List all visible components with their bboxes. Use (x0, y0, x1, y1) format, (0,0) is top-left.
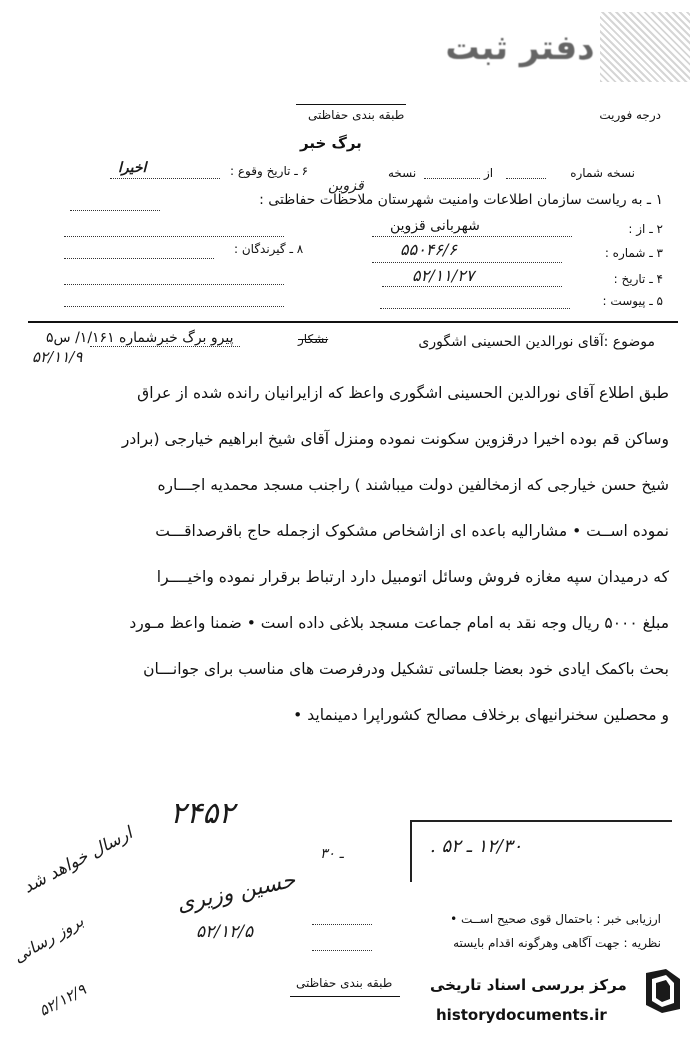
classification-top: طبقه بندی حفاظتی (308, 108, 405, 122)
recipients-label: ۸ ـ گیرندگان : (234, 242, 304, 256)
watermark-url: historydocuments.ir (436, 1006, 607, 1024)
left-blank-dots-2 (64, 284, 284, 285)
number-label: ۳ ـ شماره : (604, 246, 663, 260)
handwritten-number: ۲۴۵۲ (170, 796, 235, 831)
from-field-dots (372, 236, 572, 237)
body-line-2: وساکن قم بوده اخیرا درقزوین سکونت نموده ومنزل آقای شیخ ابراهیم خیارجی (برادر (121, 430, 669, 448)
copy-label: نسخه (388, 166, 417, 180)
classification-bottom: طبقه بندی حفاظتی (296, 976, 393, 990)
body-line-6: مبلغ ۵۰۰۰ ریال وجه نقد به امام جماعت مسجد بلاغی داده است • ضمنا واعظ مـورد (129, 614, 669, 632)
assessment-opinion: نظریه : جهت آگاهی وهرگونه اقدام بایسته (453, 936, 661, 950)
margin-note-1: ارسال خواهد شد (20, 823, 136, 898)
body-line-3: شیخ حسن خیارجی که ازمخالفین دولت میباشند ) راجنب مسجد محمدیه اجـــاره (157, 476, 669, 494)
date-dots (382, 286, 562, 287)
to-city: قزوین (328, 178, 364, 194)
number-dots (372, 262, 562, 263)
event-date-label: ۶ ـ تاریخ وقوع : (230, 164, 309, 178)
classification-underline (296, 104, 406, 105)
attachment-dots (380, 308, 570, 309)
annotation-box-text: ۱۲/۳۰ ـ ۵۲ . (430, 836, 523, 857)
signature-name: حسین وزیری (174, 867, 298, 918)
urgency-label: درجه فوریت (599, 108, 661, 122)
book-logo-icon (640, 965, 686, 1015)
subject-crossed: نشکار (298, 332, 329, 346)
annotation-minus: ـ ۳۰ (320, 846, 344, 862)
classification-bottom-line (290, 996, 400, 997)
copy-number-dots (506, 178, 546, 179)
from-field-value: شهربانی قزوین (390, 218, 480, 234)
subject-ref: پیرو برگ خبرشماره ۱/۱۶۱/ س۵ (46, 330, 234, 346)
subject-ref-date: ۵۲/۱۱/۹ (32, 348, 83, 366)
subject-ref-dots (90, 346, 240, 347)
body-line-1: طبق اطلاع آقای نورالدین الحسینی اشگوری واعظ که ازایرانیان رانده شده از عراق (137, 384, 669, 402)
margin-note-3: ۵۲/۱۲/۹ (36, 980, 89, 1020)
attachment-label: ۵ ـ پیوست : (602, 294, 663, 308)
watermark-org: مرکز بررسی اسناد تاریخی (430, 976, 627, 994)
assessment-eval: ارزیابی خبر : باحتمال قوی صحیح اســت • (450, 912, 661, 926)
recipients-dots (64, 258, 214, 259)
event-date-value: اخیرا (118, 160, 147, 176)
margin-note-2: بروز رسانی (10, 911, 87, 967)
date-label: ۴ ـ تاریخ : (613, 272, 663, 286)
body-line-7: بحث باکمک ایادی خود بعضا جلساتی تشکیل ودرفرصت های مناسب برای جوانـــان (143, 660, 669, 678)
event-date-dots (110, 178, 220, 179)
copy-number-label: نسخه شماره (570, 166, 635, 180)
body-line-8: و محصلین سخنرانیهای برخلاف مصالح کشوراپرا دمینماید • (293, 706, 669, 724)
to-dots (70, 210, 160, 211)
date-value: ۵۲/۱۱/۲۷ (412, 266, 475, 285)
body-line-4: نموده اســت • مشارالیه باعده ای ازاشخاص مشکوک ازجمله حاج باقرصداقـــت (155, 522, 669, 540)
left-blank-dots-1 (64, 236, 284, 237)
form-title: برگ خبر (300, 134, 362, 152)
to-field: ۱ ـ به ریاست سازمان اطلاعات وامنیت شهرستان ملاحظات حفاظتی : (259, 192, 663, 208)
subject-text: موضوع :آقای نورالدین الحسینی اشگوری (418, 334, 655, 350)
from-dots (424, 178, 480, 179)
opinion-dots (312, 950, 372, 951)
from-label: از (484, 166, 494, 180)
body-line-5: که درمیدان سپه مغازه فروش وسائل اتومبیل دارد ارتباط برقرار نموده واخیــــرا (156, 568, 669, 586)
left-blank-dots-3 (64, 306, 284, 307)
from-field-label: ۲ ـ از : (628, 222, 663, 236)
number-value: ۵۵۰۴۶/۶ (400, 240, 457, 259)
stamp-text: دفتر ثبت (445, 28, 595, 68)
signature-date: ۵۲/۱۲/۵ (196, 922, 254, 942)
header-separator (28, 321, 678, 323)
assessment-dots (312, 924, 372, 925)
